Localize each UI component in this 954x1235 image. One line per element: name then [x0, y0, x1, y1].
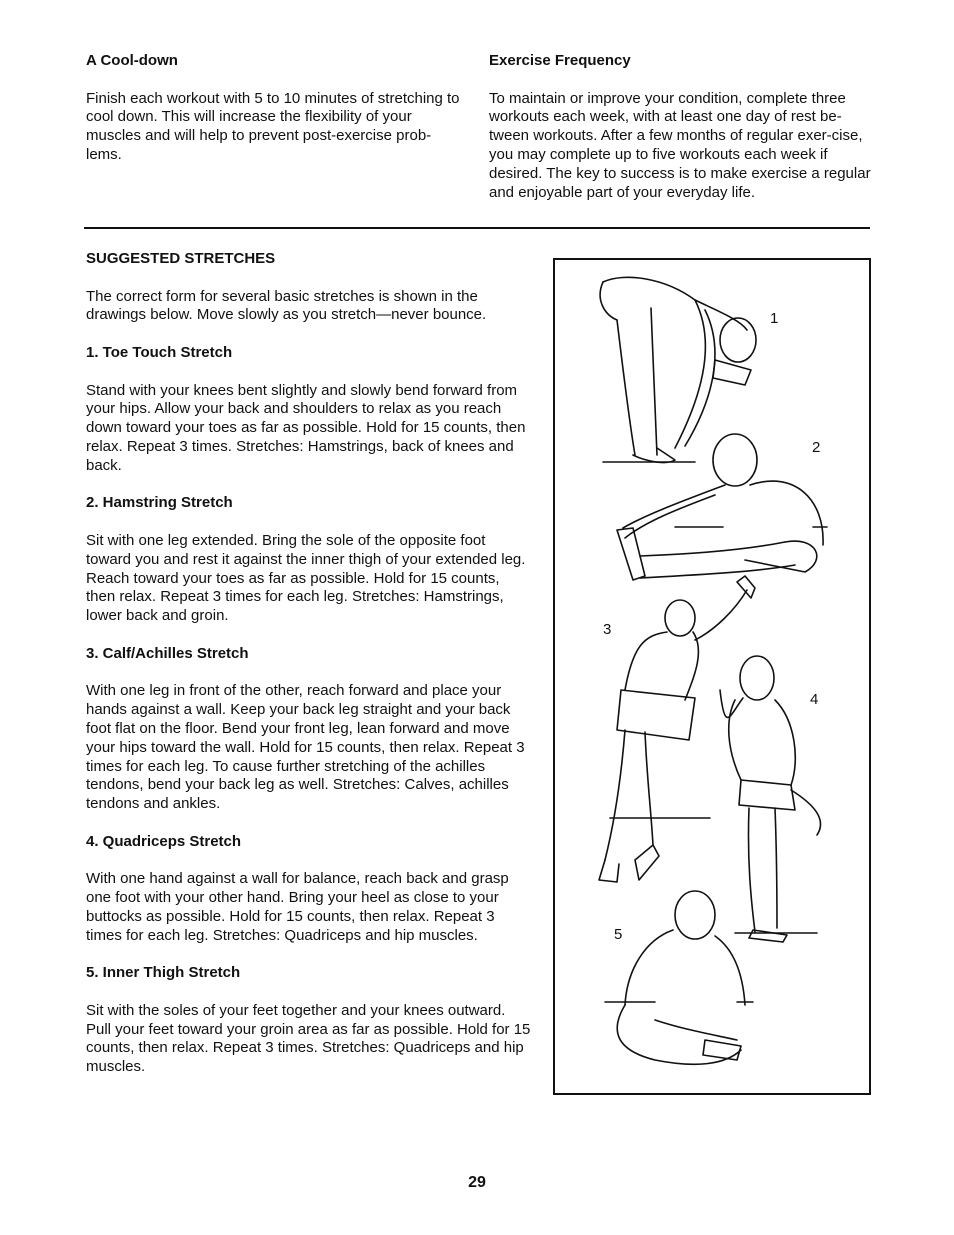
section-divider	[84, 227, 870, 229]
stretch-5-body: Sit with the soles of your feet together and your knees outward. Pull your feet toward your groin area as far as possible. Hold for 15 counts, then relax. Repeat 3 times. Stretches: Quadriceps and hip muscles.	[86, 1001, 531, 1076]
hamstring-stretch-figure	[617, 434, 827, 580]
stretch-5-title: 5. Inner Thigh Stretch	[86, 964, 241, 982]
stretches-section	[86, 250, 531, 1096]
inner-thigh-stretch-figure	[605, 891, 753, 1064]
stretch-4-body: With one hand against a wall for balance, reach back and grasp one foot with your other hand. Bring your heel as close to your buttocks as possible. Hold for 15 counts, then relax. Repeat 3 times for each leg. Stretches: Quadriceps and hip muscles.	[86, 870, 509, 944]
frequency-section	[489, 52, 874, 221]
stretch-4-title: 4. Quadriceps Stretch	[86, 832, 242, 850]
stretch-2-body: Sit with one leg extended. Bring the sole of the opposite foot toward you and rest it against the inner thigh of your extended leg. Reach toward your toes as far as possible. Hold for 15 counts, then relax. Repeat 3 times for each leg. Stretches: Hamstrings, lower back and groin.	[86, 531, 526, 625]
figure-label-2: 2	[812, 439, 821, 456]
figure-label-4: 4	[810, 691, 819, 708]
stretch-1-body: Stand with your knees bent slightly and slowly bend forward from your hips. Allow your back and shoulders to relax as you reach down toward your toes as far as possible. Hold for 15 counts, then relax. Repeat 3 times. Stretches: Hamstrings, back of knees and back.	[86, 381, 526, 474]
stretch-2-title: 2. Hamstring Stretch	[86, 494, 233, 512]
frequency-heading: Exercise Frequency	[489, 52, 631, 69]
figure-label-3: 3	[603, 621, 612, 638]
quad-stretch-figure	[720, 656, 821, 942]
calf-stretch-figure	[599, 576, 755, 882]
stretch-illustrations	[553, 258, 871, 1095]
cooldown-body: Finish each workout with 5 to 10 minutes of stretching to cool down. This will increase the flexibility of your muscles and will help to prevent post-exercise prob-lems.	[86, 89, 460, 163]
frequency-body: To maintain or improve your condition, complete three workouts each week, with at least one day of rest be-tween workouts. After a few months of regular exer-cise, you may complete up to five workouts each week if desired. The key to success is to make exercise a regular and enjoyable part of your everyday life.	[489, 89, 871, 201]
stretches-heading: SUGGESTED STRETCHES	[86, 250, 276, 267]
page-number: 29	[468, 1174, 486, 1191]
stretch-3-title: 3. Calf/Achilles Stretch	[86, 644, 249, 662]
stretches-intro: The correct form for several basic stretches is shown in the drawings below. Move slowly as you stretch—never bounce.	[86, 287, 487, 324]
cooldown-section	[86, 52, 466, 184]
figure-label-1: 1	[770, 310, 779, 327]
figure-label-5: 5	[614, 926, 623, 943]
stretch-1-title: 1. Toe Touch Stretch	[86, 343, 233, 361]
stretch-3-body: With one leg in front of the other, reach forward and place your hands against a wall. Keep your back leg straight and your back foot flat on the floor. Bend your front leg, lean forward and move your hips toward the wall. Hold for 15 counts, then relax. Repeat 3 times for each leg. To cause further stretching of the achilles tendons, bend your back leg as well. Stretches: Calves, achilles tendons and ankles.	[86, 682, 525, 813]
cooldown-heading: A Cool-down	[86, 52, 178, 69]
